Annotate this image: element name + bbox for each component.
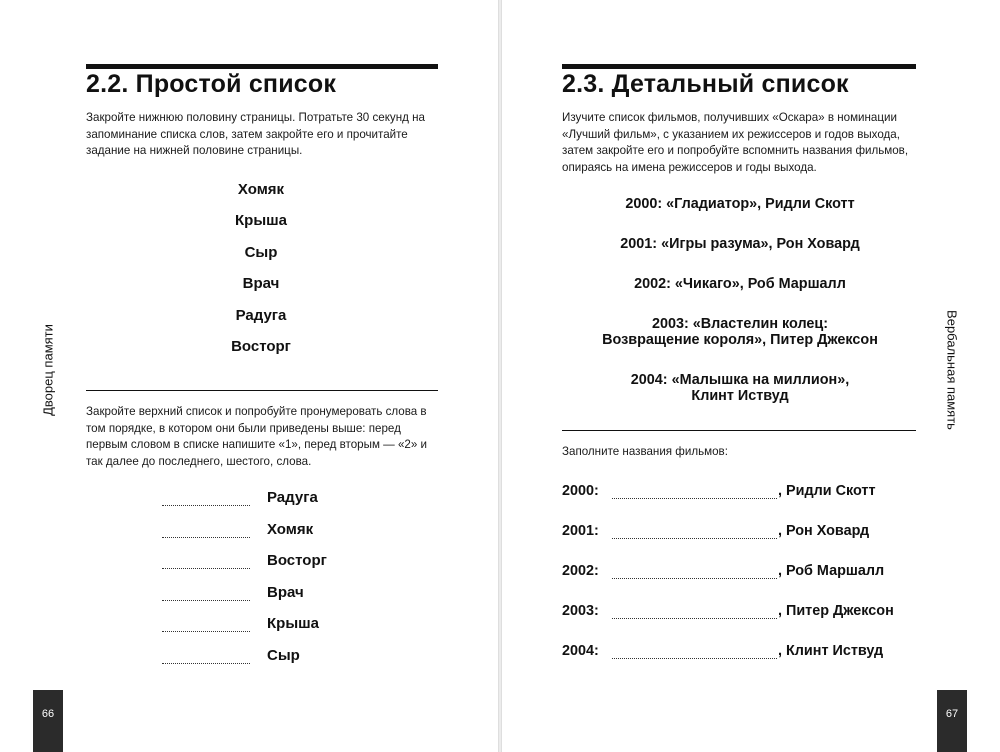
film-line: 2001: «Игры разума», Рон Ховард (620, 236, 860, 252)
answer-blank[interactable] (162, 568, 250, 569)
heading-rule (562, 64, 916, 69)
fill-row (562, 523, 922, 543)
section-divider (562, 430, 916, 431)
film-entry (560, 316, 920, 348)
fill-row (562, 483, 922, 503)
fill-director: , Рон Ховард (778, 523, 870, 539)
fill-director: , Ридли Скотт (778, 483, 876, 499)
page-number: 66 (33, 690, 63, 752)
answer-blank[interactable] (162, 537, 250, 538)
side-label-verbal-memory: Вербальная память (944, 310, 960, 430)
page-number: 67 (937, 690, 967, 752)
film-title-blank[interactable] (612, 498, 777, 499)
film-line: 2002: «Чикаго», Роб Маршалл (634, 276, 846, 292)
fill-row (562, 643, 922, 663)
film-title-blank[interactable] (612, 658, 777, 659)
film-title-blank[interactable] (612, 578, 777, 579)
fill-year: 2004: (562, 643, 599, 659)
heading-rule (86, 64, 438, 69)
fill-row (562, 603, 922, 623)
film-line: Клинт Иствуд (691, 388, 789, 404)
recall-word: Хомяк (267, 521, 314, 538)
answer-blank[interactable] (162, 631, 250, 632)
word-item: Радуга (235, 307, 287, 324)
fill-director: , Роб Маршалл (778, 563, 885, 579)
fill-director: , Клинт Иствуд (778, 643, 884, 659)
recall-row (160, 552, 460, 572)
page-title: 2.3. Детальный список (562, 70, 849, 98)
film-line: 2000: «Гладиатор», Ридли Скотт (625, 196, 855, 212)
fill-row (562, 563, 922, 583)
recall-word: Сыр (267, 647, 300, 664)
word-item: Крыша (235, 212, 287, 229)
section-divider (86, 390, 438, 391)
word-item: Хомяк (237, 181, 285, 198)
fill-year: 2001: (562, 523, 599, 539)
word-item: Сыр (244, 244, 278, 261)
film-entry (560, 276, 920, 292)
fill-year: 2003: (562, 603, 599, 619)
film-line: 2003: «Властелин колец: (651, 316, 829, 332)
recall-instructions: Закройте верхний список и попробуйте пронумеровать слова в том порядке, в котором они были приведены выше: перед первым словом в списке напишите «1», перед вторым — «2» и так далее до последнего, шестого, слова. (86, 405, 427, 468)
book-gutter (498, 0, 502, 752)
recall-word: Крыша (267, 615, 319, 632)
side-label-memory-palace: Дворец памяти (40, 324, 56, 416)
instructions: Закройте нижнюю половину страницы. Потратьте 30 секунд на запоминание списка слов, затем закройте его и прочитайте задание на нижней половине страницы. (86, 111, 425, 157)
film-title-blank[interactable] (612, 538, 777, 539)
recall-row (160, 489, 460, 509)
left-page (0, 0, 498, 752)
film-title-blank[interactable] (612, 618, 777, 619)
word-item: Врач (242, 275, 280, 292)
page-title: 2.2. Простой список (86, 70, 337, 98)
fill-instructions: Заполните названия фильмов: (562, 445, 728, 458)
recall-word: Радуга (267, 489, 318, 506)
fill-director: , Питер Джексон (778, 603, 894, 619)
word-item: Восторг (231, 338, 291, 355)
recall-row (160, 615, 460, 635)
answer-blank[interactable] (162, 663, 250, 664)
film-line: 2004: «Малышка на миллион», (630, 372, 850, 388)
recall-word: Врач (267, 584, 304, 601)
film-entry (560, 196, 920, 212)
recall-row (160, 647, 460, 667)
fill-year: 2000: (562, 483, 599, 499)
answer-blank[interactable] (162, 600, 250, 601)
recall-row (160, 521, 460, 541)
film-entry (560, 372, 920, 404)
instructions: Изучите список фильмов, получивших «Оскара» в номинации «Лучший фильм», с указанием их режиссеров и годов выхода, затем закройте его и попробуйте вспомнить названия фильмов, опираясь на имена режиссеров и годы выхода. (562, 111, 909, 174)
fill-year: 2002: (562, 563, 599, 579)
answer-blank[interactable] (162, 505, 250, 506)
film-entry (560, 236, 920, 252)
film-line: Возвращение короля», Питер Джексон (602, 332, 878, 348)
recall-word: Восторг (267, 552, 327, 569)
recall-row (160, 584, 460, 604)
